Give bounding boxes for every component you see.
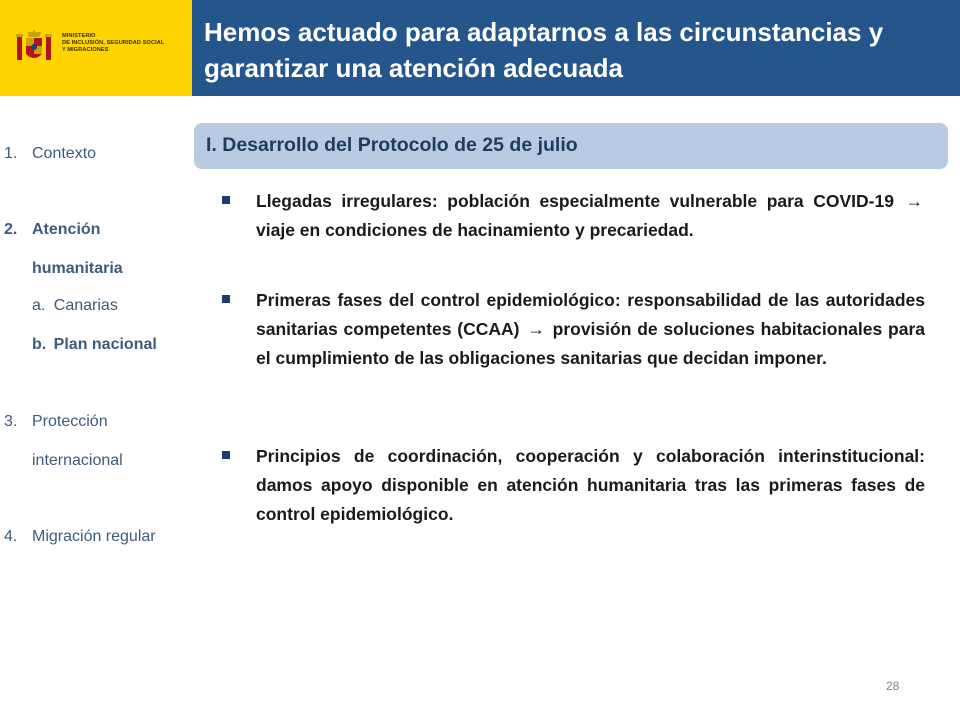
square-bullet-icon [222,295,230,303]
coat-of-arms-icon [14,30,54,68]
nav-label: Protección [32,413,108,430]
ministry-logo [0,0,192,96]
nav-item-contexto[interactable] [4,145,97,163]
nav-number: 4. [4,528,18,545]
bullet-text: Principios de coordinación, cooperación y colaboración interinstitucional: damos apoyo disponible en atención humanitaria tras las primeras fases de control epidemiológico. [256,446,925,524]
bullet-text [256,187,925,245]
section-header [194,123,948,169]
slide-title [204,14,944,86]
nav-label-continuation: internacional [32,452,123,469]
nav-label: Plan nacional [53,336,157,353]
slide-title-line: garantizar una atención adecuada [204,53,624,83]
nav-item-atencion-humanitaria[interactable] [4,221,101,239]
ministry-line: MINISTERIO [62,33,96,39]
bullet-text [256,286,925,373]
nav-label: Contexto [32,145,97,162]
bullet-text-part: Primeras fases del control epidemiológico: responsabilidad de las autoridades sanitarias competentes (CCAA) [256,290,925,339]
section-title: I. Desarrollo del Protocolo de 25 de julio [206,134,578,156]
nav-item-plan-nacional[interactable] [32,336,157,354]
arrow-right-icon: → [905,191,923,211]
nav-number: 2. [4,221,18,238]
nav-item-migracion-regular[interactable] [4,528,156,546]
bullet-text-part: Llegadas irregulares: población especialmente vulnerable para COVID-19 [256,191,894,211]
nav-item-proteccion-internacional[interactable] [4,413,108,431]
ministry-line: Y MIGRACIONES [62,47,109,53]
nav-number: 3. [4,413,18,430]
nav-label-continuation: humanitaria [32,260,123,277]
square-bullet-icon [222,451,230,459]
square-bullet-icon [222,196,230,204]
ministry-line: DE INCLUSIÓN, SEGURIDAD SOCIAL [62,40,165,46]
arrow-right-icon: → [527,319,545,339]
bullet-text-part: viaje en condiciones de hacinamiento y precariedad. [256,220,694,240]
slide-title-line: Hemos actuado para adaptarnos a las circunstancias y [204,17,884,47]
nav-item-canarias[interactable] [32,297,118,315]
nav-label: Atención [32,221,101,238]
nav-number: 1. [4,145,18,162]
nav-label: Canarias [53,297,118,314]
nav-label: Migración regular [32,528,156,545]
nav-number: a. [32,297,46,314]
page-number: 28 [886,679,900,693]
nav-number: b. [32,336,47,353]
bullet-text-part: provisión de soluciones habitacionales para el cumplimiento de las obligaciones sanitarias que decidan imponer. [256,319,925,368]
slide-header [192,0,960,96]
ministry-name [62,33,190,54]
